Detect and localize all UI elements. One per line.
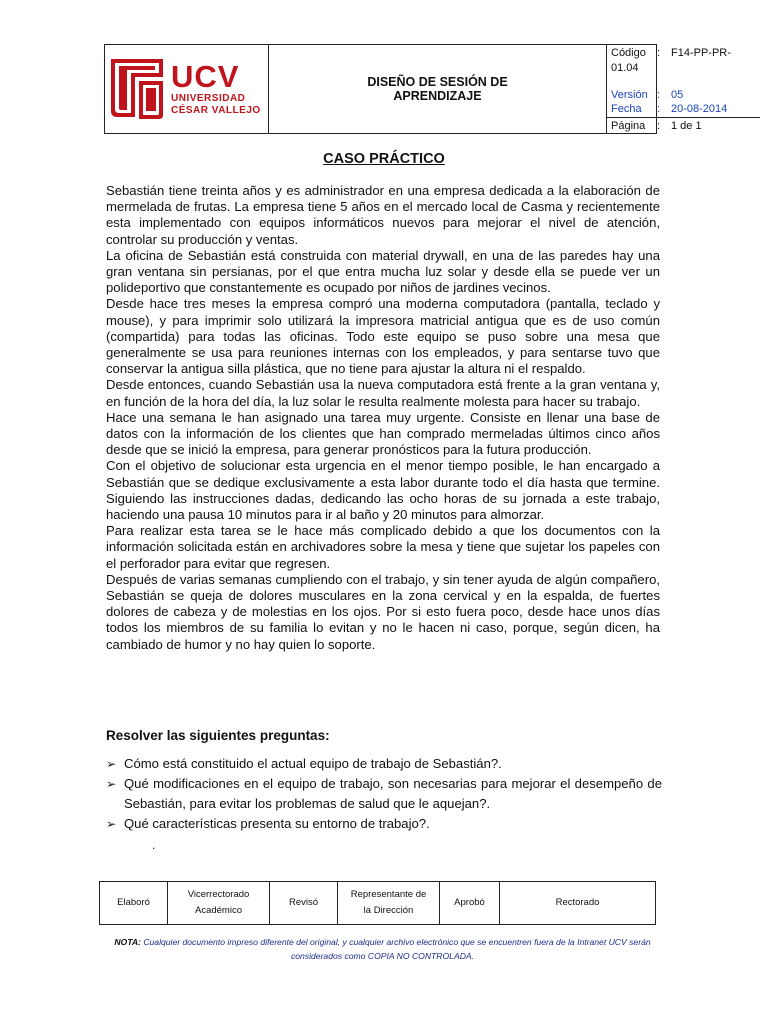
question-text: Qué modificaciones en el equipo de trabajo, son necesarias para mejorar el desempeño de Sebastián, para evitar los problemas de salud que le aquejan?. [124,776,662,811]
meta-pagina-value: 1 de 1 [671,120,702,132]
paragraph: Para realizar esta tarea se le hace más complicado debido a que los documentos con la información solicitada están en archivadores sobre la mesa y tiene que sujetar los papeles con el perforador para evitar que regresen. [106,523,660,571]
meta-codigo-cont [611,62,639,74]
document-title: DISEÑO DE SESIÓN DE APRENDIZAJE [367,75,508,103]
note-label: NOTA: [114,937,141,947]
meta-version-label: Versión [611,89,648,101]
paragraph: Desde hace tres meses la empresa compró una moderna computadora (pantalla, teclado y mouse), y para imprimir solo utilizará la impresora matricial antigua que es de uso común (compartida) para todas las oficinas. Todo este equipo se puso sobre una mesa que generalmente se usa para reuniones internas con los empleados, y para sentarse tuvo que conservar la antigua silla plástica, que no tiene para ajustar la altura ni el respaldo. [106,296,660,377]
meta-codigo-label: Código [611,47,646,59]
meta-fecha [611,103,727,115]
meta-sep: : [657,47,661,59]
case-title: CASO PRÁCTICO [323,151,445,167]
question-item [106,774,662,814]
logo-cell [105,45,269,133]
question-text: Cómo está constituido el actual equipo de trabajo de Sebastián?. [124,756,502,771]
meta-sep: : [657,120,661,132]
document-meta-cell [607,45,731,133]
sig-elaboro: Elaboró [100,882,168,924]
meta-codigo-value-2: 01.04 [611,62,639,74]
meta-sep: : [657,103,661,115]
logo-initials: UCV [171,59,240,94]
meta-divider [607,117,760,118]
document-title-cell [269,45,607,133]
question-item [106,814,662,834]
meta-pagina [611,120,702,132]
document-header-table [104,44,731,134]
sig-reviso: Revisó [270,882,338,924]
meta-fecha-label: Fecha [611,103,642,115]
sig-rectorado: Rectorado [555,897,600,908]
footer-note [110,935,655,963]
paragraph: Hace una semana le han asignado una tarea muy urgente. Consiste en llenar una base de datos con la información de los clientes que han comprado mermeladas últimos cinco años desde que se inició la empresa, para generar pronósticos para la futura producción. [106,409,660,458]
question-text: Qué características presenta su entorno de trabajo?. [124,816,430,831]
paragraph: Desde entonces, cuando Sebastián usa la nueva computadora está frente a la gran ventana y, en función de la hora del día, la luz solar le resulta realmente molesta para hacer su trabajo. [106,377,660,409]
sig-aprobo: Aprobó [440,882,500,924]
meta-codigo-value: F14-PP-PR- [671,47,731,59]
arrow-bullet-icon: ➢ [106,817,117,831]
sig-vicerrectorado: Vicerrectorado Académico [168,882,270,924]
meta-sep: : [657,89,661,101]
case-body [106,183,660,653]
meta-fecha-value: 20-08-2014 [671,103,728,115]
meta-codigo [611,47,731,59]
paragraph: La oficina de Sebastián está construida con material drywall, en una de las paredes hay una gran ventana sin persianas, por el que entra mucha luz solar y desde ella se puede ver un polideportivo que constantemente es ocupado por niños de jardines vecinos. [106,247,660,296]
logo-line-1: UNIVERSIDAD [171,93,246,104]
meta-version-value: 05 [671,89,684,101]
ucv-wordmark [171,61,261,117]
arrow-bullet-icon: ➢ [106,777,117,791]
logo-line-2: CÉSAR VALLEJO [171,105,261,116]
paragraph: Sebastián tiene treinta años y es administrador en una empresa dedicada a la elaboración de mermelada de frutas. La empresa tiene 5 años en el mercado local de Casma y recientemente esta implementado con equipos informáticos nuevos para mejorar el nivel de atención, controlar su producción y ventas. [106,183,660,247]
paragraph: Con el objetivo de solucionar esta urgencia en el menor tiempo posible, le han encargado a Sebastián que se dedique exclusivamente a esta labor durante todo el día hasta que termine. Siguiendo las instrucciones dadas, dedicando las ocho horas de su jornada a este trabajo, haciendo una pausa 10 minutos para ir al baño y 20 minutos para almorzar. [106,458,660,523]
paragraph: Después de varias semanas cumpliendo con el trabajo, y sin tener ayuda de algún compañero, Sebastián se queja de dolores musculares en la zona cervical y en la espalda, de fuertes dolores de cabeza y de molestias en los ojos. Por si esto fuera poco, desde hace unos días todos los miembros de su familia lo evitan y no le hacen ni caso, porque, según dicen, ha cambiado de humor y no hay quien lo soporte. [106,571,660,652]
questions-title: Resolver las siguientes preguntas: [106,728,330,743]
note-text: Cualquier documento impreso diferente del original, y cualquier archivo electrónico que se encuentren fuera de la Intranet UCV serán considerados como COPIA NO CONTROLADA. [143,937,651,961]
arrow-bullet-icon: ➢ [106,757,117,771]
stray-dot: . [152,838,156,852]
meta-pagina-label: Página [611,120,646,132]
meta-version [611,89,683,101]
sig-representante: Representante de la Dirección [338,882,440,924]
signature-table [99,881,656,925]
ucv-shield-icon [111,55,169,121]
question-item [106,754,662,774]
questions-list [106,754,662,834]
